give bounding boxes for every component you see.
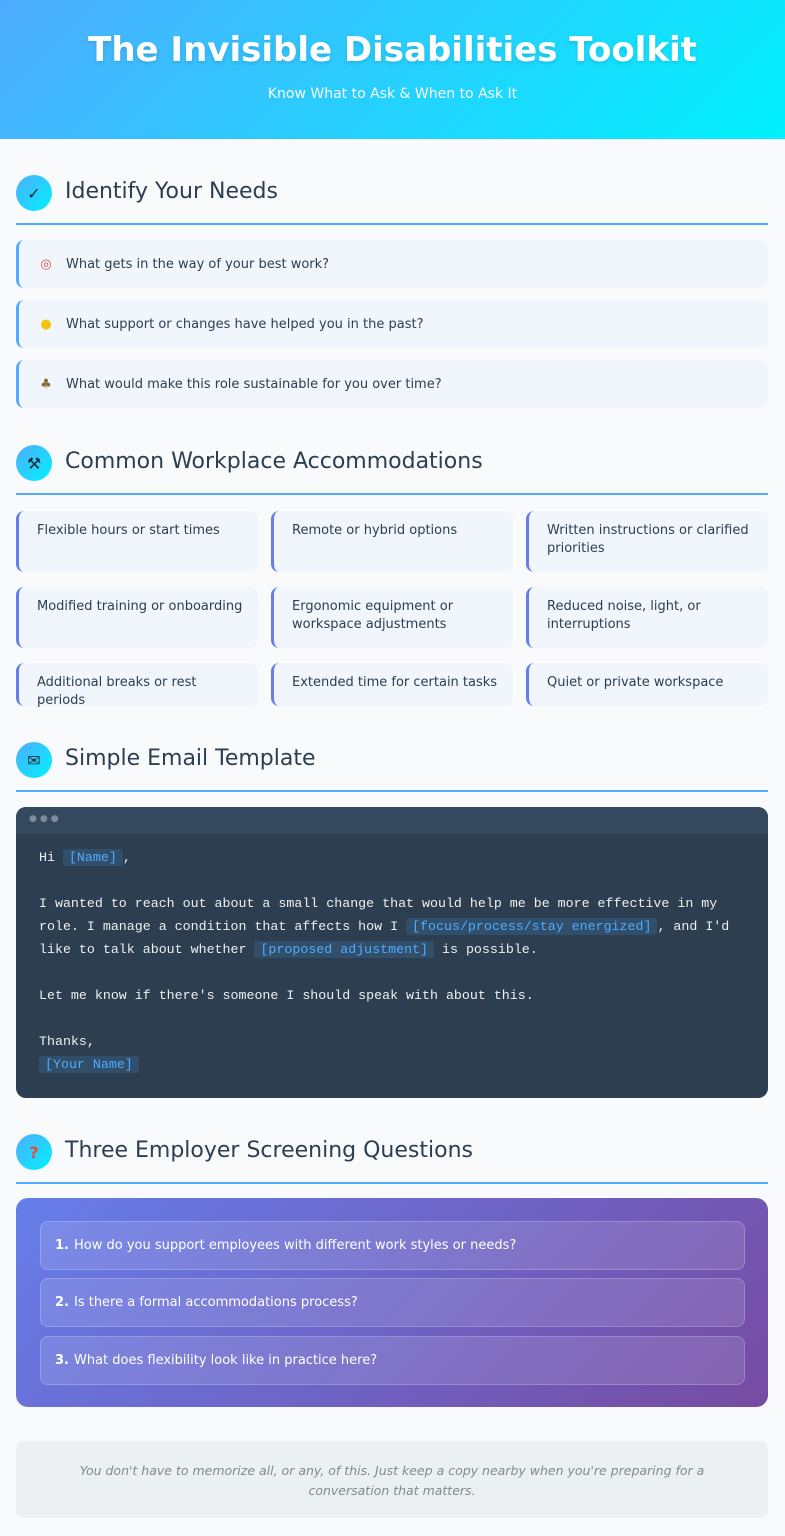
your-name-placeholder: [Your Name] [39, 1056, 139, 1073]
need-text: What support or changes have helped you in the past? [66, 316, 424, 332]
section-header-accommodations [16, 445, 768, 495]
name-placeholder: [Name] [63, 849, 123, 866]
accommodation-text: Remote or hybrid options [292, 523, 458, 538]
question-number: 2. [55, 1295, 69, 1310]
accommodation-text: Extended time for certain tasks [292, 675, 498, 690]
email-greeting: Hi [39, 850, 55, 865]
accommodation-card [526, 587, 768, 648]
accommodation-text: Written instructions or clarified priorities [547, 523, 749, 556]
section-header-screening [16, 1134, 768, 1184]
email-titlebar [16, 807, 768, 834]
need-text: What would make this role sustainable for you over time? [66, 376, 442, 392]
email-signoff: Thanks, [39, 1034, 95, 1049]
email-greeting-end: , [122, 850, 131, 865]
footer-text: You don't have to memorize all, or any, of this. Just keep a copy nearby when you're preparing for a conversation that matters. [79, 1463, 705, 1498]
accommodation-card [271, 511, 513, 572]
screening-question [40, 1221, 745, 1270]
need-text: What gets in the way of your best work? [66, 256, 330, 272]
email-template [16, 807, 768, 1098]
accommodation-text: Quiet or private workspace [547, 675, 724, 690]
focus-placeholder: [focus/process/stay energized] [406, 918, 657, 935]
accommodation-text: Ergonomic equipment or workspace adjustments [292, 599, 454, 632]
checkmark-icon: ✓ [16, 175, 52, 211]
question-icon: ? [16, 1134, 52, 1170]
envelope-icon: ✉ [16, 742, 52, 778]
footer-note [16, 1441, 768, 1518]
accommodation-text: Modified training or onboarding [37, 599, 243, 614]
question-number: 3. [55, 1353, 69, 1368]
section-header-email [16, 742, 768, 792]
question-text: Is there a formal accommodations process? [73, 1295, 358, 1310]
email-line1: I wanted to reach out about a small change that would help me be more effective in my role. I manage a condition that affects how I [39, 896, 718, 934]
question-text: What does flexibility look like in practice here? [73, 1353, 378, 1368]
email-line3: is possible. [442, 942, 538, 957]
section-title-accommodations: Common Workplace Accommodations [65, 449, 483, 474]
need-item [16, 360, 768, 408]
question-number: 1. [55, 1238, 69, 1253]
section-header-needs [16, 175, 768, 225]
section-title-screening: Three Employer Screening Questions [65, 1138, 473, 1163]
section-title-needs: Identify Your Needs [65, 179, 278, 204]
section-title-email: Simple Email Template [65, 746, 316, 771]
email-line2: , and I'd like to talk about whether [39, 919, 730, 957]
page-subtitle: Know What to Ask & When to Ask It [267, 86, 518, 102]
adjustment-placeholder: [proposed adjustment] [254, 941, 434, 958]
need-item [16, 240, 768, 288]
need-item [16, 300, 768, 348]
page-header [0, 0, 785, 139]
window-dots-icon: ●●● [29, 814, 62, 824]
email-line4: Let me know if there's someone I should speak with about this. [39, 988, 534, 1003]
accommodation-text: Flexible hours or start times [37, 523, 220, 538]
tools-icon: ⚒ [16, 445, 52, 481]
target-icon: ◎ [40, 256, 52, 272]
seedling-icon: ♣ [40, 376, 52, 392]
accommodation-card [271, 587, 513, 648]
email-body [39, 846, 754, 1076]
accommodation-card [526, 663, 768, 706]
accommodation-card [271, 663, 513, 706]
accommodation-card [526, 511, 768, 572]
accommodation-text: Reduced noise, light, or interruptions [547, 599, 701, 632]
accommodation-card [16, 663, 258, 706]
accommodation-card [16, 511, 258, 572]
page-title: The Invisible Disabilities Toolkit [88, 30, 697, 70]
accommodation-text: Additional breaks or rest periods [37, 675, 197, 708]
question-text: How do you support employees with different work styles or needs? [73, 1238, 517, 1253]
screening-panel [16, 1198, 768, 1407]
lightbulb-icon: ● [40, 316, 52, 332]
accommodation-card [16, 587, 258, 648]
screening-question [40, 1278, 745, 1327]
screening-question [40, 1336, 745, 1385]
